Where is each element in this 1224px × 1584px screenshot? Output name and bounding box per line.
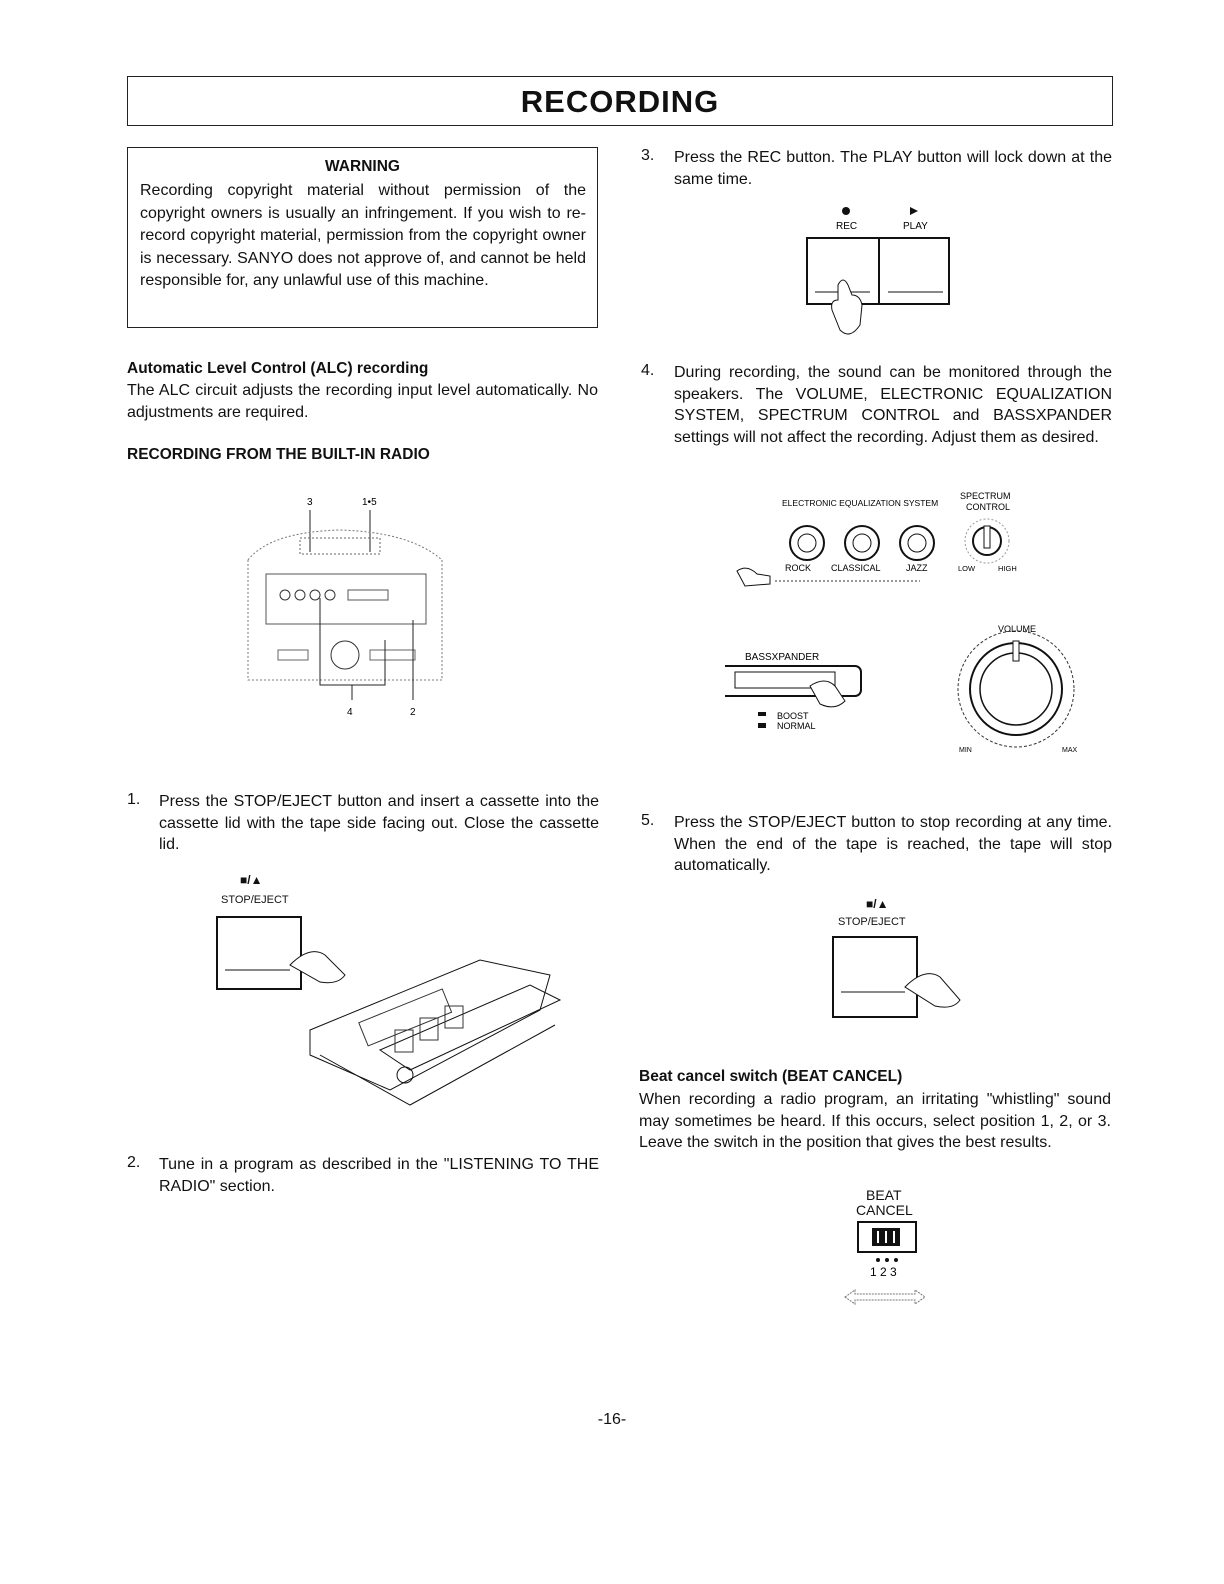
- alc-heading: Automatic Level Control (ALC) recording: [127, 360, 429, 377]
- radio-unit-diagram: [230, 490, 460, 720]
- classical-label: CLASSICAL: [831, 563, 881, 573]
- step-4-text: During recording, the sound can be monitored through the speakers. The VOLUME, ELECTRONIC EQUALIZATION SYSTEM, SPECTRUM CONTROL and BASSXPANDER settings will not affect the recording. Adjust them as desired.: [674, 364, 1112, 446]
- bassxpander-switch: [725, 666, 861, 696]
- step-3-text: Press the REC button. The PLAY button will lock down at the same time.: [674, 149, 1112, 188]
- beat-cancel-heading: Beat cancel switch (BEAT CANCEL): [639, 1068, 903, 1085]
- rock-button: [790, 526, 824, 560]
- jazz-label: JAZZ: [906, 563, 928, 573]
- warning-title: WARNING: [325, 158, 400, 175]
- jazz-button: [900, 526, 934, 560]
- play-symbol-icon: [910, 207, 918, 215]
- warning-text: Recording copyright material without permission of the copyright owners is usually an infringement. If you wish to re-record copyright material, permission from the copyright owner is necessary. SANYO does not approve of, and cannot be held responsible for, any unlawful use of this machine.: [140, 182, 586, 289]
- hand-icon: [905, 974, 960, 1007]
- stop-eject-button: [217, 917, 301, 989]
- controls-diagram: [725, 486, 1095, 761]
- hand-icon: [810, 681, 845, 707]
- max-label: MAX: [1062, 747, 1078, 754]
- step-1-number: 1.: [127, 791, 141, 808]
- slide-arrow-icon: [845, 1290, 925, 1304]
- alc-text: The ALC circuit adjusts the recording input level automatically. No adjustments are required.: [127, 382, 598, 421]
- hand-icon: [832, 280, 862, 334]
- callout-2: 2: [410, 707, 416, 718]
- rec-label: REC: [836, 221, 858, 232]
- low-label: LOW: [958, 564, 976, 573]
- radio-section-heading: RECORDING FROM THE BUILT-IN RADIO: [127, 446, 430, 463]
- stop-eject-label-right: STOP/EJECT: [838, 916, 906, 928]
- step-1-text: Press the STOP/EJECT button and insert a cassette into the cassette lid with the tape side facing out. Close the cassette lid.: [159, 793, 599, 853]
- volume-label: VOLUME: [998, 624, 1037, 634]
- cassette-insert-diagram: [210, 910, 580, 1125]
- stop-eject-symbol-right: ■/▲: [866, 897, 889, 911]
- stop-eject-button: [833, 937, 917, 1017]
- min-label: MIN: [959, 747, 972, 754]
- normal-label: NORMAL: [777, 721, 816, 731]
- step-4-number: 4.: [641, 362, 655, 379]
- hand-icon: [290, 952, 345, 983]
- positions-label: 1 2 3: [870, 1265, 897, 1279]
- step-2-number: 2.: [127, 1154, 141, 1171]
- step-5-number: 5.: [641, 812, 655, 829]
- rec-play-diagram: [800, 200, 970, 345]
- page-title: RECORDING: [127, 76, 1113, 126]
- beat-cancel-switch-diagram: [840, 1220, 940, 1310]
- hand-icon: [737, 568, 770, 586]
- callout-1-5: 1•5: [362, 497, 377, 508]
- spectrum-label: SPECTRUM: [960, 491, 1011, 501]
- step-3-number: 3.: [641, 147, 655, 164]
- callout-4: 4: [347, 707, 353, 718]
- cancel-label: CANCEL: [856, 1202, 913, 1218]
- page-number: -16-: [597, 1411, 627, 1428]
- classical-button: [845, 526, 879, 560]
- stop-eject-label: STOP/EJECT: [221, 894, 289, 906]
- bassxpander-label: BASSXPANDER: [745, 652, 820, 663]
- stop-eject-symbol: ■/▲: [240, 873, 263, 887]
- play-button: [879, 238, 949, 304]
- ees-label: ELECTRONIC EQUALIZATION SYSTEM: [782, 498, 939, 508]
- rock-label: ROCK: [785, 563, 812, 573]
- high-label: HIGH: [998, 564, 1017, 573]
- control-label: CONTROL: [966, 502, 1011, 512]
- beat-cancel-text: When recording a radio program, an irritating "whistling" sound may sometimes be heard. If this occurs, select position 1, 2, or 3. Leave the switch in the position that gives the best results.: [639, 1091, 1111, 1151]
- callout-3: 3: [307, 497, 313, 508]
- step-2-text: Tune in a program as described in the "LISTENING TO THE RADIO" section.: [159, 1156, 599, 1195]
- step-5-text: Press the STOP/EJECT button to stop recording at any time. When the end of the tape is reached, the tape will stop automatically.: [674, 814, 1112, 874]
- stop-eject-diagram-right: [825, 932, 975, 1022]
- rec-symbol-icon: [842, 207, 850, 215]
- play-label: PLAY: [903, 221, 928, 232]
- warning-box: [127, 147, 598, 328]
- boost-label: BOOST: [777, 711, 809, 721]
- beat-label: BEAT: [866, 1187, 902, 1203]
